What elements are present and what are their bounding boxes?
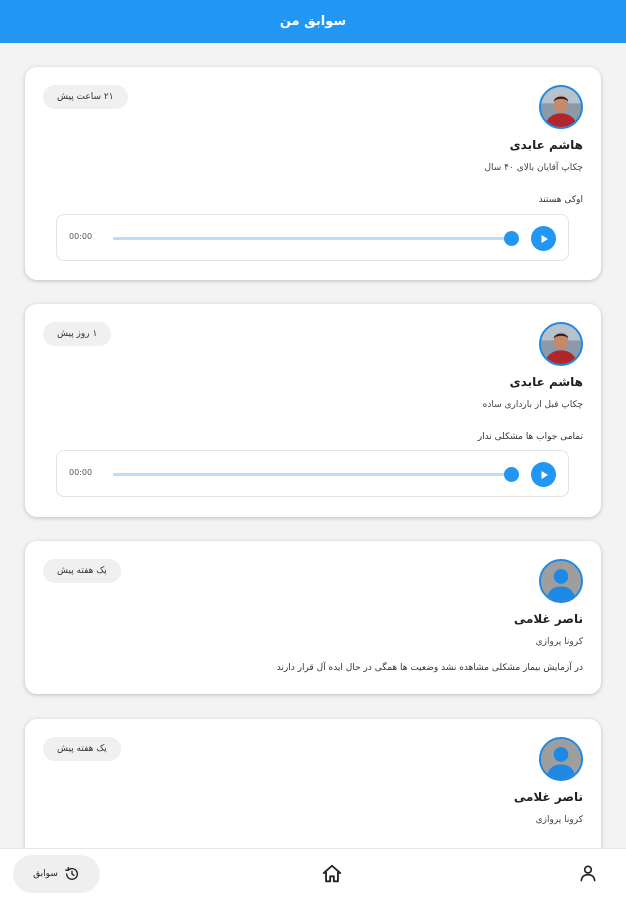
time-badge: ۲۱ ساعت پیش — [43, 85, 128, 109]
doctor-message: اوکی هستند — [538, 195, 583, 205]
avatar — [539, 737, 583, 781]
avatar — [539, 322, 583, 366]
audio-progress-thumb[interactable] — [504, 467, 519, 482]
avatar — [539, 85, 583, 129]
test-title: کرونا پروازی — [535, 815, 583, 825]
audio-progress-track[interactable] — [113, 237, 511, 240]
doctor-message: تمامی جواب ها مشکلی ندار — [477, 432, 583, 442]
doctor-photo — [541, 87, 581, 127]
default-user-icon — [541, 561, 581, 601]
time-badge: ۱ روز پیش — [43, 322, 111, 346]
doctor-name: هاشم عابدی — [509, 375, 583, 389]
profile-nav-button[interactable] — [578, 863, 600, 885]
history-nav-button[interactable] — [13, 855, 100, 893]
play-button[interactable] — [531, 462, 556, 487]
bottom-navigation — [0, 848, 626, 900]
default-user-icon — [541, 739, 581, 779]
avatar — [539, 559, 583, 603]
home-icon — [321, 863, 343, 885]
history-feed[interactable] — [0, 43, 626, 848]
user-icon — [578, 863, 598, 883]
home-nav-button[interactable] — [321, 863, 343, 885]
doctor-name: ناصر غلامی — [513, 790, 583, 804]
history-card[interactable] — [25, 541, 601, 694]
test-title: چکاپ آقایان بالای ۴۰ سال — [484, 163, 583, 173]
time-badge: یک هفته پیش — [43, 559, 121, 583]
play-icon — [539, 234, 549, 244]
play-button[interactable] — [531, 226, 556, 251]
page-title: سوابق من — [279, 14, 347, 29]
doctor-name: هاشم عابدی — [509, 138, 583, 152]
time-badge: یک هفته پیش — [43, 737, 121, 761]
doctor-photo — [541, 324, 581, 364]
test-title: کرونا پروازی — [535, 637, 583, 647]
history-card[interactable] — [25, 719, 601, 848]
doctor-message: در آزمایش بیمار مشکلی مشاهده نشد وضعیت ها همگی در حال ایده آل قرار دارند — [276, 663, 583, 673]
history-nav-label: سوابق — [33, 869, 58, 879]
test-title: چکاپ قبل از بارداری ساده — [482, 400, 583, 410]
audio-duration: 00:00 — [69, 468, 93, 477]
history-icon — [64, 866, 80, 882]
audio-progress-thumb[interactable] — [504, 231, 519, 246]
audio-progress-track[interactable] — [113, 473, 511, 476]
audio-player — [56, 214, 569, 261]
audio-duration: 00:00 — [69, 232, 93, 241]
audio-player — [56, 450, 569, 497]
history-card[interactable] — [25, 304, 601, 517]
doctor-name: ناصر غلامی — [513, 612, 583, 626]
play-icon — [539, 470, 549, 480]
history-card[interactable] — [25, 67, 601, 280]
app-bar — [0, 0, 626, 43]
